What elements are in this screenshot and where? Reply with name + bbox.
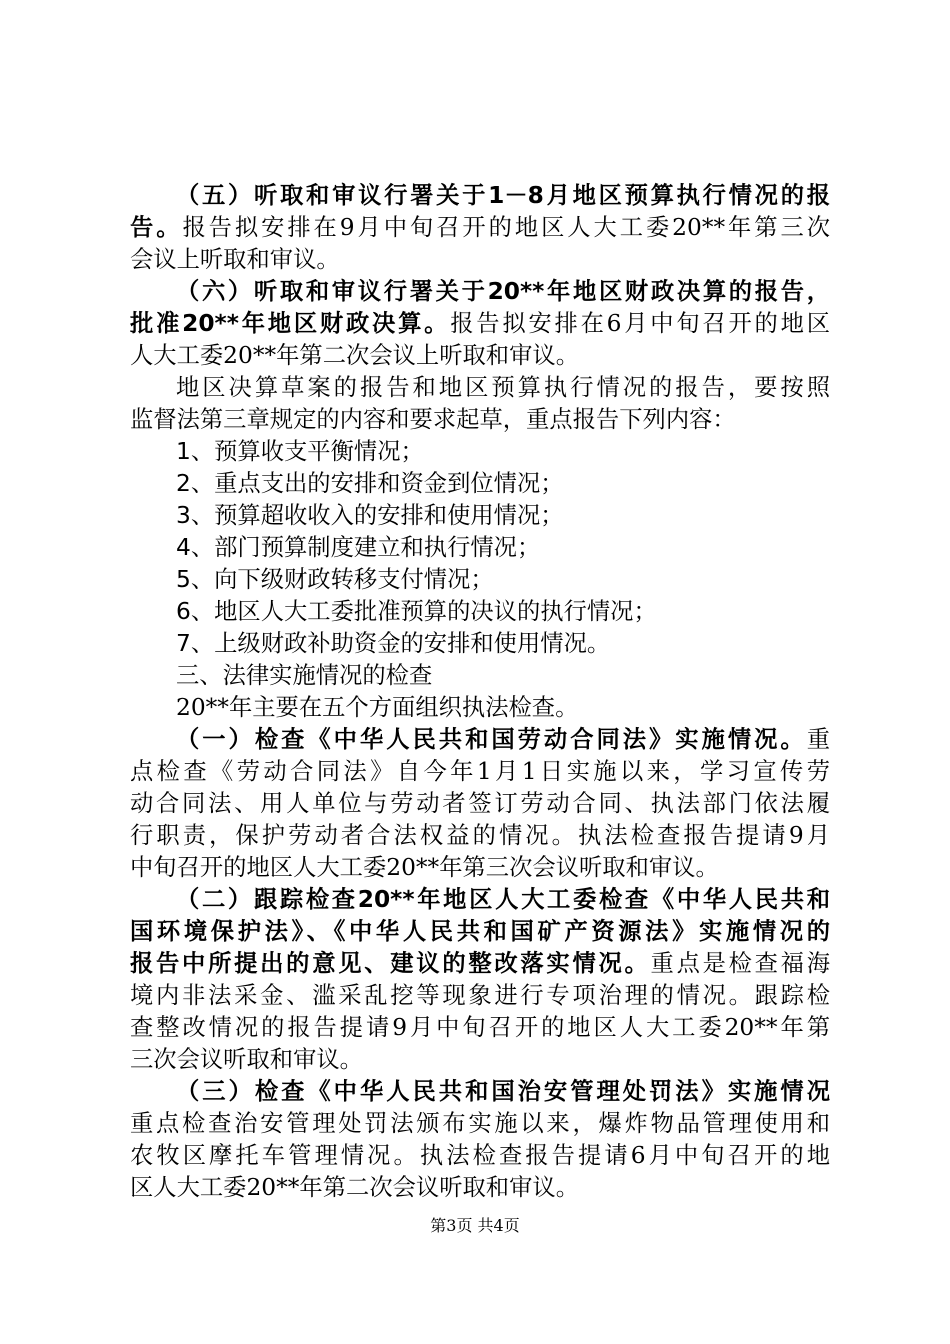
text-line [130, 212, 830, 244]
text-line: 区人大工委20**年第二次会议听取和审议。 [130, 1174, 579, 1201]
text-line: 会议上听取和审议。 [130, 246, 340, 273]
list-item: 2、重点支出的安排和资金到位情况； [176, 470, 564, 497]
text-line: 点检查《劳动合同法》自今年1月1日实施以来，学习宣传劳 [130, 758, 830, 785]
text-run: 重 [806, 726, 830, 753]
text-line: 行职责，保护劳动者合法权益的情况。执法检查报告提请9月 [130, 822, 830, 849]
list-item: 5、向下级财政转移支付情况； [176, 566, 494, 593]
text-line: 20**年主要在五个方面组织执法检查。 [176, 694, 579, 721]
text-run: 报告拟安排在9月中旬召开的地区人大工委20**年第三次 [182, 214, 831, 241]
page-footer: 第3页 共4页 [430, 1216, 520, 1235]
text-line: （二）跟踪检查20**年地区人大工委检查《中华人民共和 [176, 886, 830, 913]
text-run: 重点是检查福海 [650, 950, 831, 977]
text-line: （五）听取和审议行署关于1－8月地区预算执行情况的报 [176, 182, 830, 209]
list-item: 7、上级财政补助资金的安排和使用情况。 [176, 630, 611, 657]
text-line [130, 948, 830, 980]
text-line: 三次会议听取和审议。 [130, 1046, 363, 1073]
text-line: 重点检查治安管理处罚法颁布实施以来，爆炸物品管理使用和 [130, 1110, 830, 1137]
bold-run: 报告中所提出的意见、建议的整改落实情况。 [130, 950, 651, 977]
text-line: 国环境保护法》、《中华人民共和国矿产资源法》实施情况的 [130, 918, 830, 945]
text-line: 农牧区摩托车管理情况。执法检查报告提请6月中旬召开的地 [130, 1142, 830, 1169]
list-item: 4、部门预算制度建立和执行情况； [176, 534, 541, 561]
text-line: 地区决算草案的报告和地区预算执行情况的报告，要按照 [176, 374, 830, 401]
text-run: 报告拟安排在6月中旬召开的地区 [450, 310, 830, 337]
bold-run: （一）检查《中华人民共和国劳动合同法》实施情况。 [176, 726, 807, 753]
bold-run: 告。 [130, 214, 183, 241]
document-body [130, 180, 830, 1204]
list-item: 6、地区人大工委批准预算的决议的执行情况； [176, 598, 657, 625]
text-line [130, 724, 830, 756]
section-heading: 三、法律实施情况的检查 [176, 662, 433, 689]
list-item: 3、预算超收收入的安排和使用情况； [176, 502, 564, 529]
text-line: （三）检查《中华人民共和国治安管理处罚法》实施情况 [176, 1078, 830, 1105]
text-line: 人大工委20**年第二次会议上听取和审议。 [130, 342, 579, 369]
text-line: 动合同法、用人单位与劳动者签订劳动合同、执法部门依法履 [130, 790, 830, 817]
text-line: 境内非法采金、滥采乱挖等现象进行专项治理的情况。跟踪检 [130, 982, 830, 1009]
list-item: 1、预算收支平衡情况； [176, 438, 424, 465]
text-line [130, 308, 830, 340]
text-line: 中旬召开的地区人大工委20**年第三次会议听取和审议。 [130, 854, 719, 881]
text-line: 查整改情况的报告提请9月中旬召开的地区人大工委20**年第 [130, 1014, 830, 1041]
bold-run: 批准20**年地区财政决算。 [130, 310, 451, 337]
text-line: （六）听取和审议行署关于20**年地区财政决算的报告， [176, 278, 830, 305]
text-line: 监督法第三章规定的内容和要求起草，重点报告下列内容： [130, 406, 736, 433]
